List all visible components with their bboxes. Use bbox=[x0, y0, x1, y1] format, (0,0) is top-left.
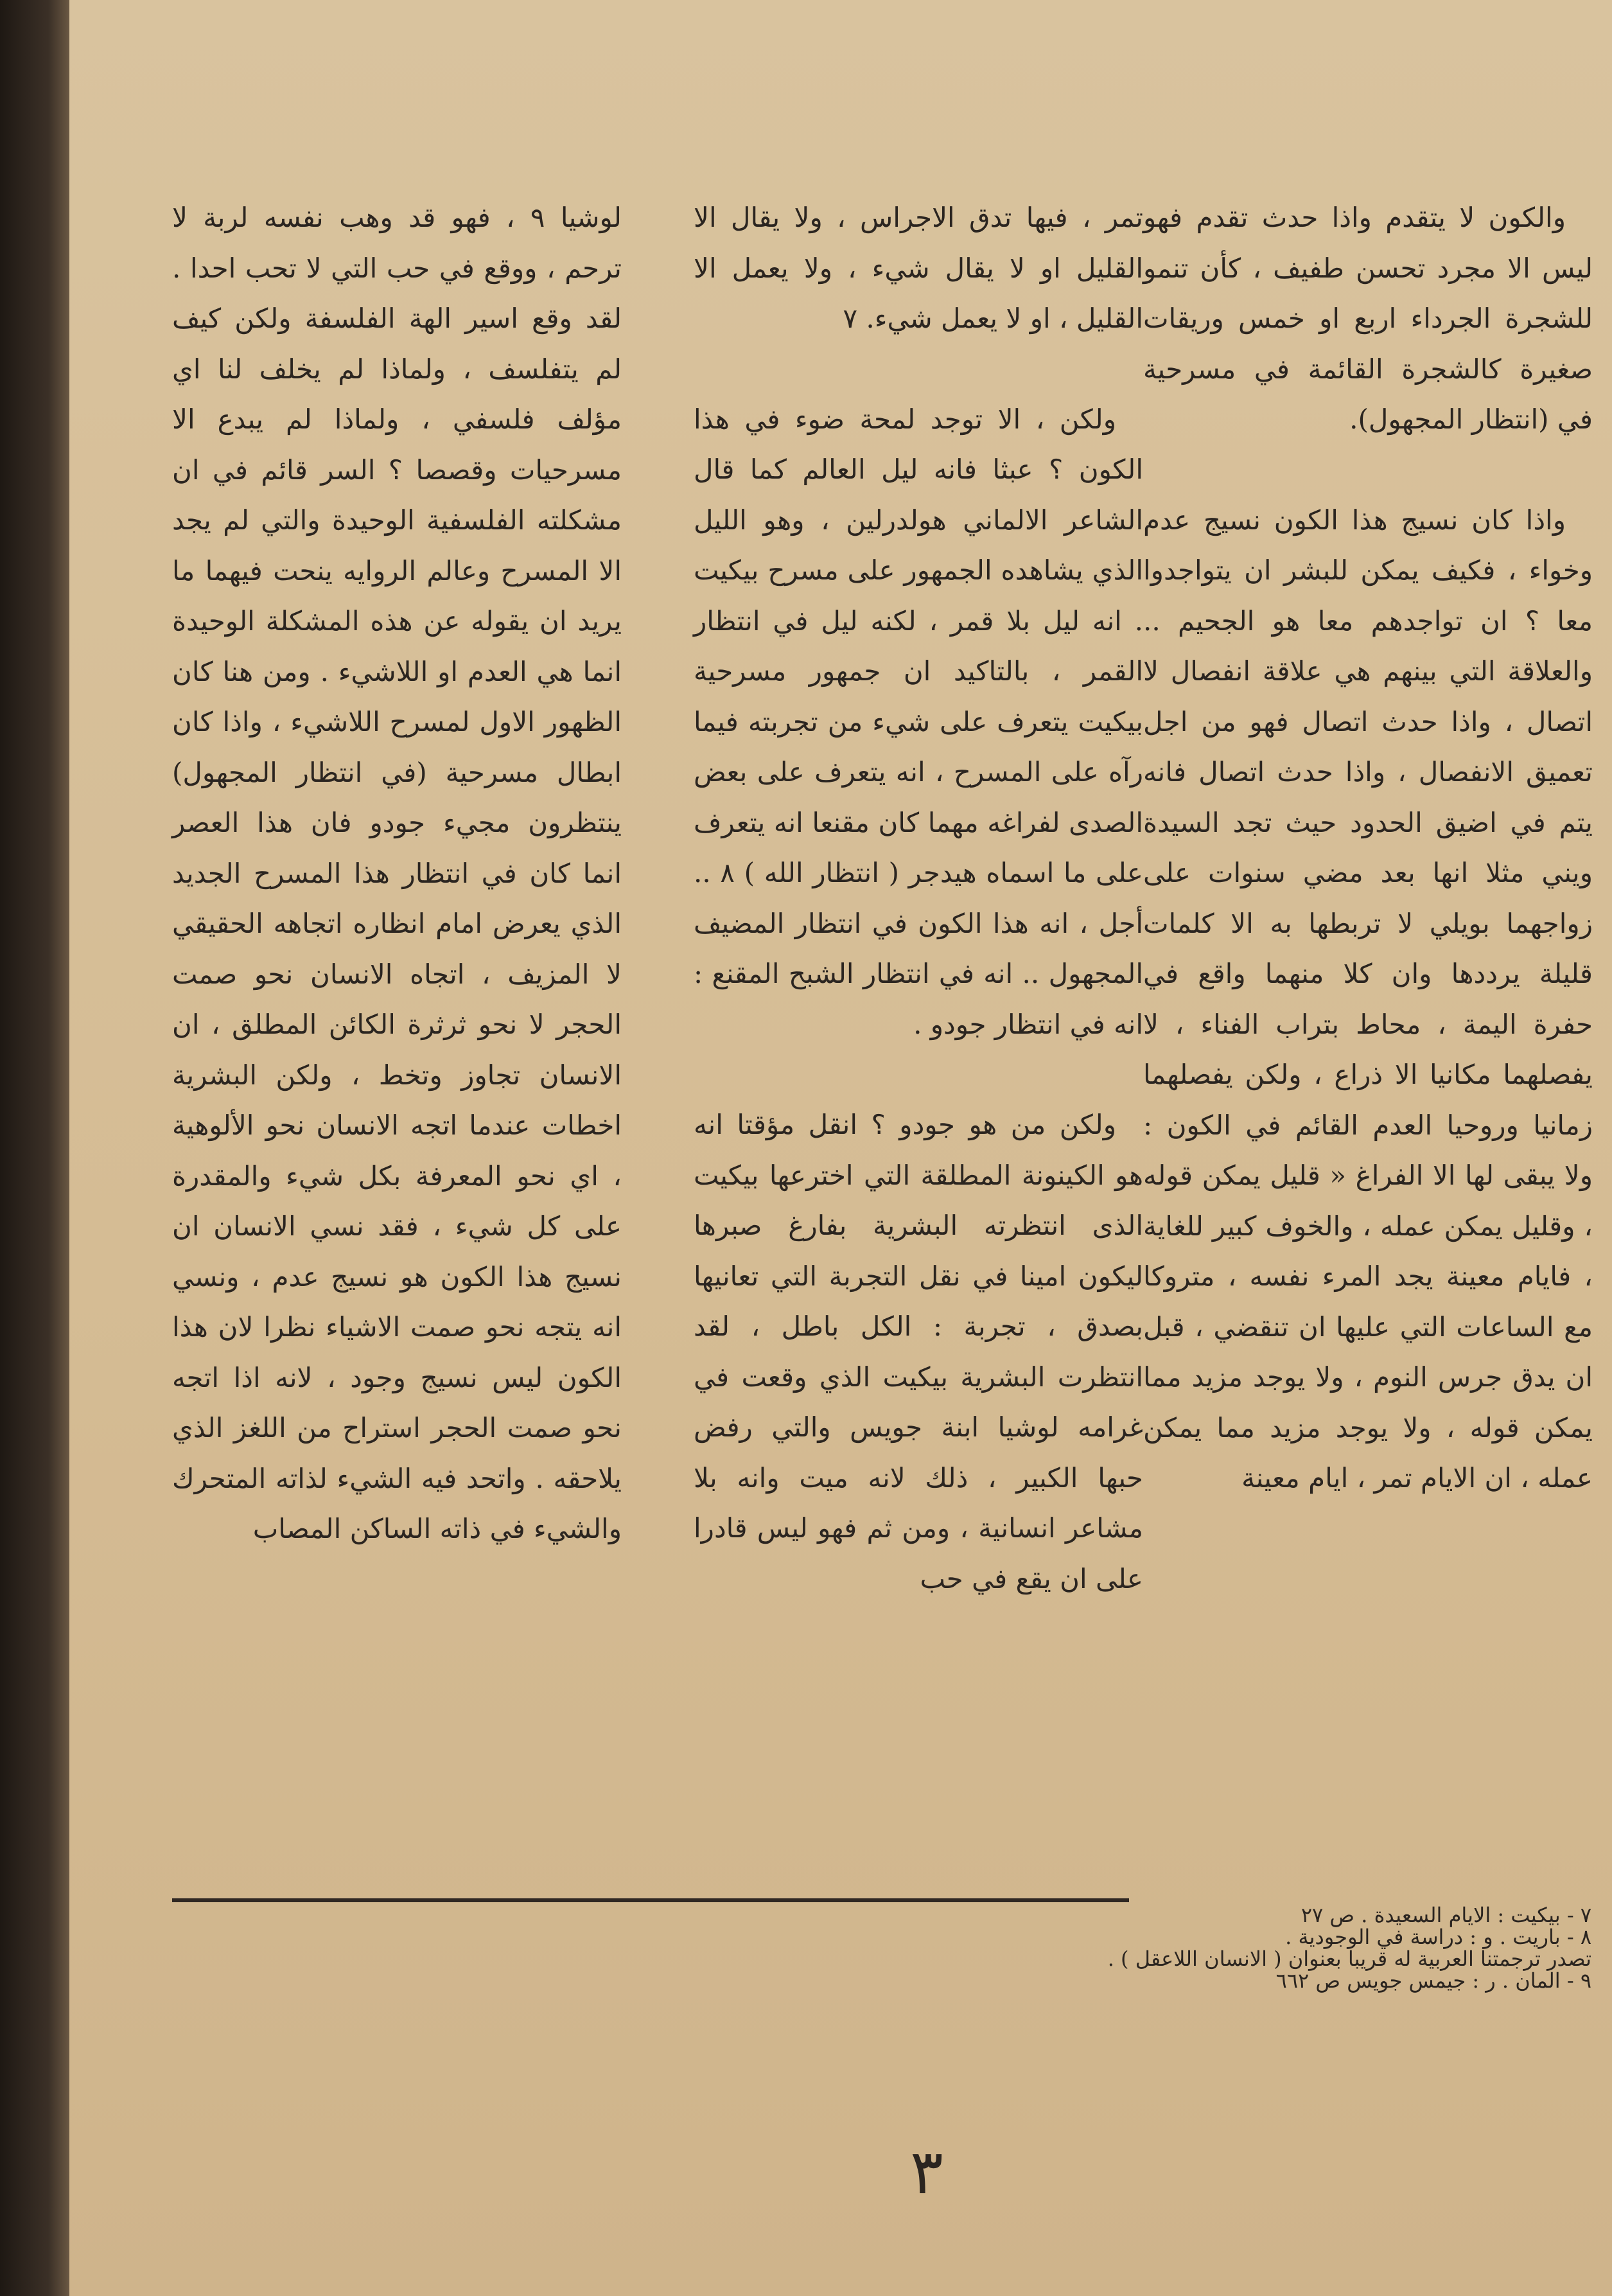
text-column-left bbox=[172, 193, 622, 1555]
footnote: ٩ - المان . ر : جيمس جويس ص ٦٦٢ bbox=[1275, 1968, 1591, 1993]
paragraph: والكون لا يتقدم واذا حدث تقدم فهو ليس الا مجرد تحسن طفيف ، كأن تنمو للشجرة الجرداء اربع او خمس وريقات صغيرة كالشجرة القائمة في مسرحية في (انتظار المجهول). bbox=[1143, 202, 1593, 435]
text-column-right bbox=[1143, 193, 1593, 1504]
paragraph: واذا كان نسيج هذا الكون نسيج عدم وخواء ، فكيف يمكن للبشر ان يتواجدوا معا ؟ ان تواجدهم معا هو الجحيم .. والعلاقة التي بينهم هي علاقة انفصال لا اتصال ، واذا حدث اتصال فهو من اجل تعميق الانفصال ، واذا حدث اتصال فانه يتم في اضيق الحدود حيث تجد السيدة ويني مثلا انها بعد مضي سنوات على زواجهما بويلي لا تربطها به الا كلمات قليلة يرددها وان كلا منهما واقع في حفرة اليمة ، محاط بتراب الفناء ، لا يفصلهما مكانيا الا ذراع ، ولكن يفصلهما زمانيا وروحيا العدم القائم في الكون : ولا يبقى لها الا الفراغ « قليل يمكن قوله ، وقليل يمكن عمله ، والخوف كبير للغاية ، فايام معينة يجد المرء نفسه ، متروكا مع الساعات التي عليها ان تنقضي ، قبل ان يدق جرس النوم ، ولا يوجد مزيد مما يمكن قوله ، ولا يوجد مزيد مما يمكن عمله ، ان الايام تمر ، ايام معينة bbox=[1143, 504, 1593, 1494]
footnote-divider bbox=[172, 1898, 1129, 1902]
paragraph: ولكن من هو جودو ؟ انقل مؤقتا انه هو الكينونة المطلقة التي اخترعها بيكيت الذى انتظرته البشرية بفارغ صبرها ليكون امينا في نقل التجربة التي تعانيها بصدق ، تجربة : الكل باطل ، لقد انتظرت البشرية بيكيت الذي وقعت في غرامه لوشيا ابنة جويس والتي رفض حبها الكبير ، ذلك لانه ميت وانه بلا مشاعر انسانية ، ومن ثم فهو ليس قادرا على ان يقع في حب bbox=[694, 1109, 1143, 1594]
footnote: تصدر ترجمتنا العربية له قريبا بعنوان ( الانسان اللاعقل ) . bbox=[1107, 1947, 1591, 1971]
binding-shadow bbox=[0, 0, 69, 2296]
paragraph: ولكن ، الا توجد لمحة ضوء في هذا الكون ؟ عبثا فانه ليل العالم كما قال الشاعر الالماني هولدرلين ، وهو الليل الذي يشاهده الجمهور على مسرح بيكيت . انه ليل بلا قمر ، لكنه ليل في انتظار القمر ، بالتاكيد ان جمهور مسرحية بيكيت يتعرف على شيء من تجربته فيما رآه على المسرح ، انه يتعرف على بعض الصدى لفراغه مهما كان مقنعا انه يتعرف على ما اسماه هيدجر ( انتظار الله ) ٨ .. أجل ، انه هذا الكون في انتظار المضيف المجهول .. انه في انتظار الشبح المقنع : انه في انتظار جودو . bbox=[694, 403, 1143, 1040]
scanned-page bbox=[69, 0, 1612, 2296]
paragraph: لوشيا ٩ ، فهو قد وهب نفسه لربة لا ترحم ، ووقع في حب التي لا تحب احدا . لقد وقع اسير الهة الفلسفة ولكن كيف لم يتفلسف ، ولماذا لم يخلف لنا اي مؤلف فلسفي ، ولماذا لم يبدع الا مسرحيات وقصصا ؟ السر قائم في ان مشكلته الفلسفية الوحيدة والتي لم يجد الا المسرح وعالم الروايه ينحت فيهما ما يريد ان يقوله عن هذه المشكلة الوحيدة انما هي العدم او اللاشيء . ومن هنا كان الظهور الاول لمسرح اللاشيء ، واذا كان ابطال مسرحية (في انتظار المجهول) ينتظرون مجيء جودو فان هذا العصر انما كان في انتظار هذا المسرح الجديد الذي يعرض امام انظاره اتجاهه الحقيقي لا المزيف ، اتجاه الانسان نحو صمت الحجر لا نحو ثرثرة الكائن المطلق ، ان الانسان تجاوز وتخط ، ولكن البشرية اخطات عندما اتجه الانسان نحو الألوهية ، اي نحو المعرفة بكل شيء والمقدرة على كل شيء ، فقد نسي الانسان ان نسيج هذا الكون هو نسيج عدم ، ونسي انه يتجه نحو صمت الاشياء نظرا لان هذا الكون ليس نسيج وجود ، لانه اذا اتجه نحو صمت الحجر استراح من اللغز الذي يلاحقه . واتحد فيه الشيء لذاته المتحرك والشيء في ذاته الساكن المصاب bbox=[172, 202, 622, 1544]
footnote: ٧ - بيكيت : الايام السعيدة . ص ٢٧ bbox=[1301, 1903, 1591, 1927]
footnote: ٨ - باريت . و : دراسة في الوجودية . bbox=[1285, 1925, 1591, 1949]
paragraph: تمر ، فيها تدق الاجراس ، ولا يقال الا القليل او لا يقال شيء ، ولا يعمل الا القليل ، او لا يعمل شيء. ٧ bbox=[694, 202, 1143, 334]
page-number: ٣ bbox=[910, 2136, 943, 2208]
footnotes bbox=[1078, 1904, 1591, 1991]
text-column-middle bbox=[694, 193, 1143, 1604]
